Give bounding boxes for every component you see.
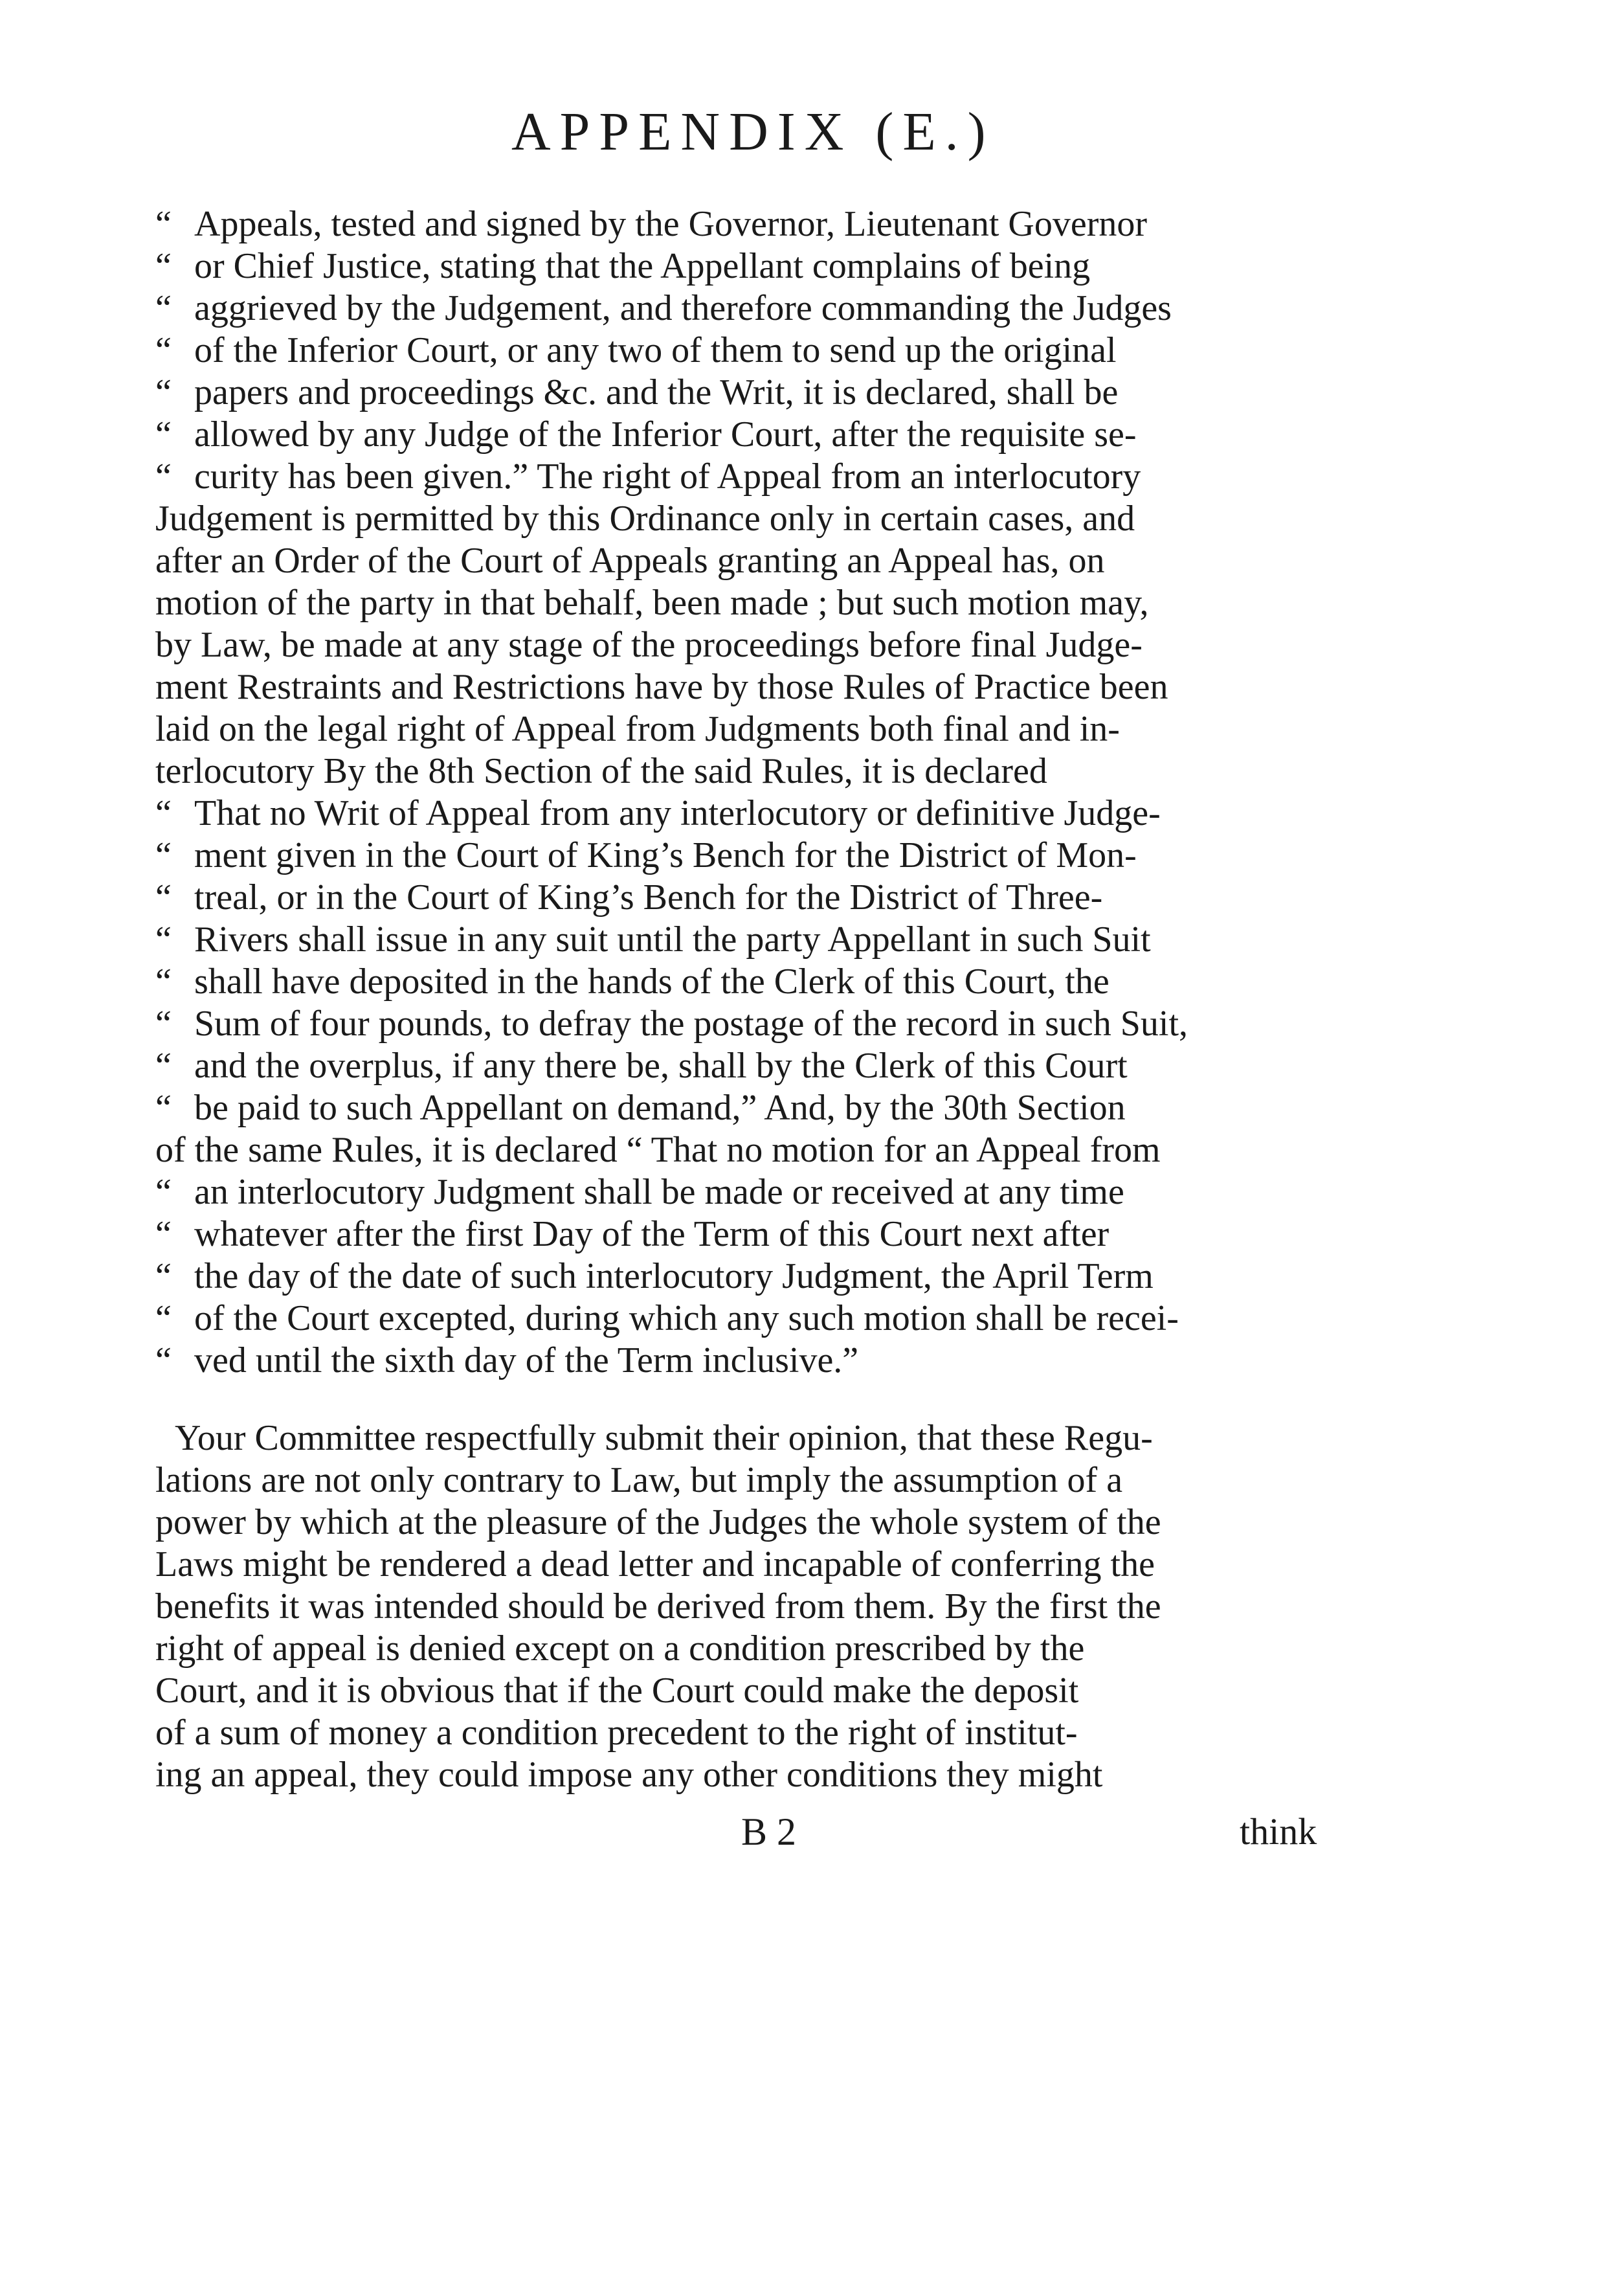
body-line: after an Order of the Court of Appeals granting an Appeal has, on: [155, 541, 1105, 581]
quote-line: ment given in the Court of King’s Bench for the District of Mon-: [194, 835, 1137, 875]
quote-line: be paid to such Appellant on demand,” And, by the 30th Section: [194, 1088, 1126, 1128]
quote-line: allowed by any Judge of the Inferior Court, after the requisite se-: [194, 414, 1137, 455]
body-line: Judgement is permitted by this Ordinance only in certain cases, and: [155, 499, 1135, 539]
signature-mark: B 2: [741, 1810, 797, 1853]
body-line: laid on the legal right of Appeal from Judgments both final and in-: [155, 709, 1120, 749]
quote-line: Sum of four pounds, to defray the postage of the record in such Suit,: [194, 1004, 1188, 1044]
paragraph-line: benefits it was intended should be derived from them. By the first the: [155, 1586, 1161, 1626]
paragraph-line: ing an appeal, they could impose any other conditions they might: [155, 1755, 1103, 1795]
paragraph-line: power by which at the pleasure of the Judges the whole system of the: [155, 1502, 1161, 1542]
quote-mark: “: [155, 330, 172, 370]
quote-line: of the Court excepted, during which any such motion shall be recei-: [194, 1298, 1179, 1338]
page-title: APPENDIX (E.): [511, 102, 995, 162]
quote-line: Rivers shall issue in any suit until the party Appellant in such Suit: [194, 919, 1151, 960]
paragraph-line: Court, and it is obvious that if the Court could make the deposit: [155, 1671, 1079, 1711]
quote-line: the day of the date of such interlocutory Judgment, the April Term: [194, 1256, 1154, 1296]
quote-mark: “: [155, 288, 172, 328]
quote-mark: “: [155, 204, 172, 244]
quote-line: treal, or in the Court of King’s Bench for the District of Three-: [194, 877, 1103, 917]
quote-line: papers and proceedings &c. and the Writ, it is declared, shall be: [194, 372, 1119, 412]
body-line: motion of the party in that behalf, been made ; but such motion may,: [155, 583, 1149, 623]
quote-mark: “: [155, 877, 172, 917]
quote-mark: “: [155, 1088, 172, 1128]
quote-line: shall have deposited in the hands of the Clerk of this Court, the: [194, 962, 1110, 1002]
quote-line: curity has been given.” The right of Appeal from an interlocutory: [194, 456, 1141, 497]
quote-line: whatever after the first Day of the Term of this Court next after: [194, 1214, 1110, 1254]
quote-line: Appeals, tested and signed by the Governor, Lieutenant Governor: [194, 204, 1147, 244]
quote-line: ved until the sixth day of the Term inclusive.”: [194, 1340, 859, 1380]
quote-mark: “: [155, 1172, 172, 1212]
body-line: of the same Rules, it is declared “ That no motion for an Appeal from: [155, 1130, 1161, 1170]
quote-mark: “: [155, 456, 172, 497]
paragraph-line: Laws might be rendered a dead letter and incapable of conferring the: [155, 1544, 1155, 1584]
quote-mark: “: [155, 919, 172, 960]
quote-line: an interlocutory Judgment shall be made or received at any time: [194, 1172, 1124, 1212]
catchword: think: [1240, 1810, 1317, 1852]
quote-mark: “: [155, 835, 172, 875]
quote-mark: “: [155, 1298, 172, 1338]
paragraph-line: right of appeal is denied except on a condition prescribed by the: [155, 1628, 1085, 1669]
quote-mark: “: [155, 1214, 172, 1254]
paragraph-line: Your Committee respectfully submit their opinion, that these Regu-: [175, 1418, 1153, 1458]
quote-mark: “: [155, 372, 172, 412]
body-line: ment Restraints and Restrictions have by those Rules of Practice been: [155, 667, 1168, 707]
quote-mark: “: [155, 962, 172, 1002]
quote-mark: “: [155, 246, 172, 286]
quote-mark: “: [155, 1046, 172, 1086]
paragraph-line: lations are not only contrary to Law, but imply the assumption of a: [155, 1460, 1123, 1500]
quote-mark: “: [155, 1004, 172, 1044]
quote-line: of the Inferior Court, or any two of them to send up the original: [194, 330, 1117, 370]
quote-line: That no Writ of Appeal from any interlocutory or definitive Judge-: [194, 793, 1161, 833]
paragraph-line: of a sum of money a condition precedent to the right of institut-: [155, 1713, 1078, 1753]
quote-line: and the overplus, if any there be, shall by the Clerk of this Court: [194, 1046, 1128, 1086]
body-line: by Law, be made at any stage of the proceedings before final Judge-: [155, 625, 1143, 665]
quote-mark: “: [155, 1256, 172, 1296]
quote-mark: “: [155, 414, 172, 455]
quote-mark: “: [155, 1340, 172, 1380]
body-line: terlocutory By the 8th Section of the said Rules, it is declared: [155, 751, 1047, 791]
quote-mark: “: [155, 793, 172, 833]
quote-line: aggrieved by the Judgement, and therefore commanding the Judges: [194, 288, 1172, 328]
quote-line: or Chief Justice, stating that the Appellant complains of being: [194, 246, 1091, 286]
